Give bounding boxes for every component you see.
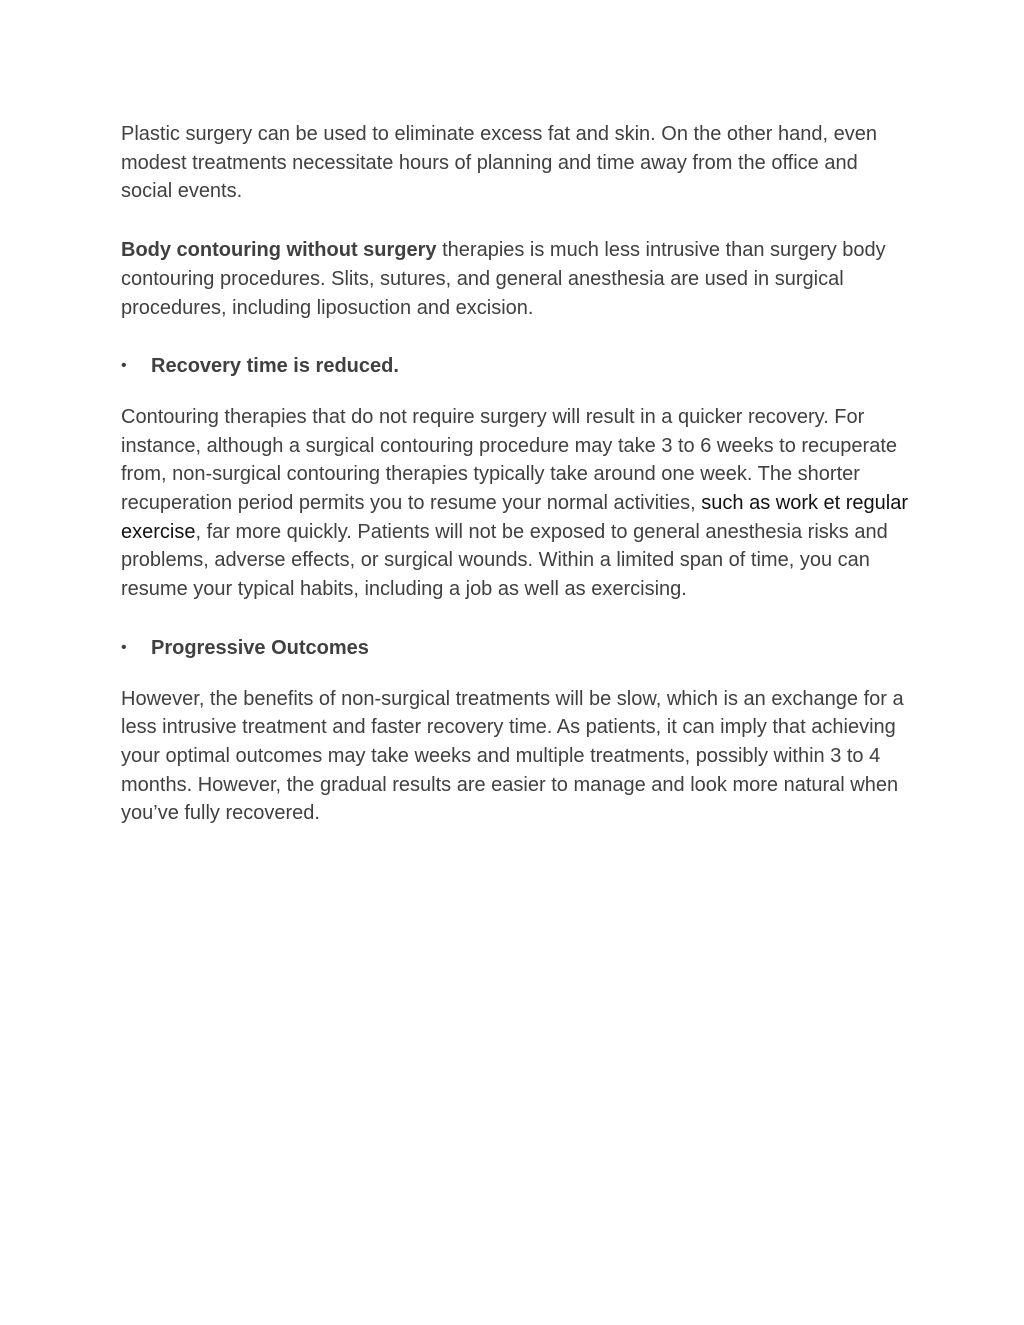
document-page (121, 120, 911, 828)
exercise-link[interactable]: such as work et regular exercise (121, 492, 909, 543)
recovery-paragraph (121, 403, 911, 604)
body-contouring-text: therapies is much less intrusive than surgery body contouring procedures. Slits, sutures, and general anesthesia are used in surgical procedures, including liposuction and excision. (121, 239, 886, 319)
outcomes-paragraph: However, the benefits of non-surgical treatments will be slow, which is an exchange for a less intrusive treatment and faster recovery time. As patients, it can imply that achieving your optimal outcomes may take weeks and multiple treatments, possibly within 3 to 4 months. However, the gradual results are easier to manage and look more natural when you’ve fully recovered. (121, 687, 904, 825)
bullet-outcomes-label: Progressive Outcomes (151, 636, 369, 659)
bullet-icon: • (121, 357, 127, 375)
bullet-recovery (121, 352, 911, 381)
recovery-text-before: Contouring therapies that do not require surgery will result in a quicker recovery. For instance, although a surgical contouring procedure may take 3 to 6 weeks to recuperate from, non-surgical contouring therapies typically take around one week. The shorter recuperation period permits you to resume your normal activities, (121, 405, 898, 515)
bullet-outcomes (121, 634, 911, 663)
body-contouring-bold: Body contouring without surgery (121, 239, 437, 262)
bullet-icon: • (121, 638, 127, 656)
recovery-text-after: , far more quickly. Patients will not be exposed to general anesthesia risks and problems, adverse effects, or surgical wounds. Within a limited span of time, you can resume your typical habits, including a job as well as exercising. (121, 520, 888, 601)
intro-paragraph: Plastic surgery can be used to eliminate excess fat and skin. On the other hand, even modest treatments necessitate hours of planning and time away from the office and social events. (121, 123, 877, 203)
bullet-recovery-label: Recovery time is reduced. (151, 355, 399, 378)
body-contouring-paragraph (121, 236, 911, 322)
